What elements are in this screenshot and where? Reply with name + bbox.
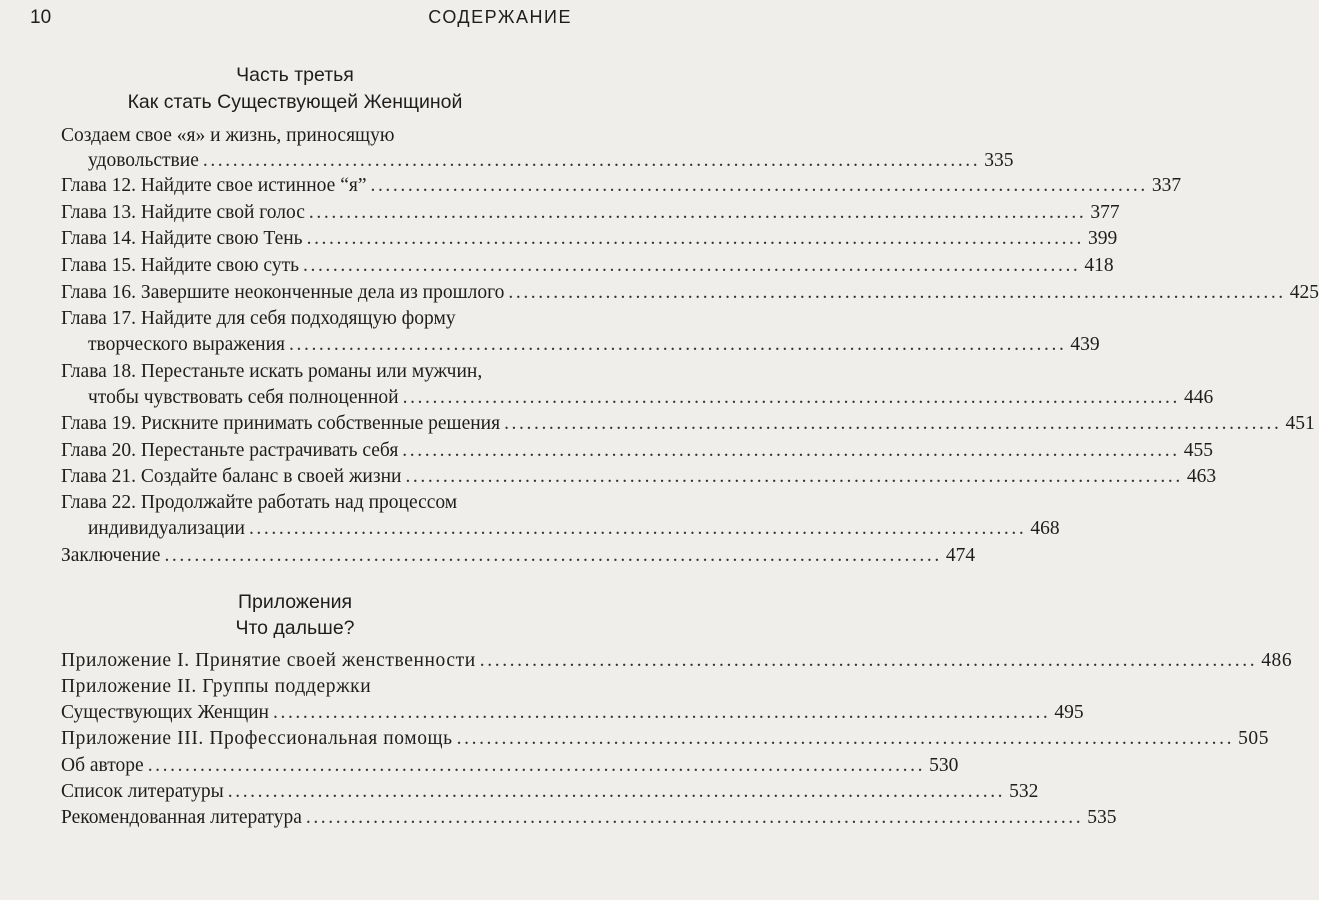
dot-leader: ........................................................................................................ <box>303 255 1081 276</box>
toc-entry-title: индивидуализации <box>88 518 245 539</box>
toc-page-number: 486 <box>1261 650 1293 671</box>
dot-leader: ........................................................................................................ <box>402 387 1180 408</box>
toc-entry-title: Существующих Женщин <box>61 702 269 723</box>
toc-entry[interactable] <box>61 778 1039 805</box>
toc-page-number: 455 <box>1183 440 1213 461</box>
appendices-title: Приложения <box>237 591 353 613</box>
toc-entry-title: творческого выражения <box>88 334 286 355</box>
dot-leader: ........................................................................................................ <box>508 282 1286 303</box>
toc-entry-title: Глава 20. Перестаньте растрачивать себя <box>61 440 399 461</box>
toc-entry[interactable] <box>61 172 1182 199</box>
running-head: СОДЕРЖАНИЕ <box>428 7 572 27</box>
toc-entry-title: Заключение <box>61 545 161 566</box>
toc-entry[interactable] <box>61 725 1270 752</box>
dot-leader: ........................................................................................................ <box>456 728 1235 749</box>
toc-page-number: 451 <box>1285 413 1315 434</box>
dot-leader: ........................................................................................................ <box>370 175 1148 196</box>
toc-entry[interactable] <box>61 410 1315 437</box>
toc-entry-line1: Приложение II. Группы поддержки <box>61 676 372 697</box>
toc-entry[interactable] <box>61 699 1084 726</box>
toc-entry[interactable] <box>61 647 1293 674</box>
toc-entry[interactable] <box>61 542 976 569</box>
dot-leader: ........................................................................................................ <box>405 466 1183 487</box>
toc-entry[interactable] <box>61 463 1217 490</box>
toc-page-number: 439 <box>1070 334 1100 355</box>
toc-entry[interactable] <box>61 225 1118 252</box>
toc-entry[interactable] <box>61 252 1114 279</box>
part-title: Часть третья <box>236 64 354 86</box>
dot-leader: ........................................................................................................ <box>248 518 1027 539</box>
dot-leader: ........................................................................................................ <box>202 150 981 171</box>
toc-page-number: 463 <box>1186 466 1217 487</box>
toc-entry-title: Глава 21. Создайте баланс в своей жизни <box>61 466 402 487</box>
toc-entry-title: Список литературы <box>61 781 224 802</box>
toc-page-number: 446 <box>1184 387 1214 408</box>
toc-entry[interactable] <box>88 515 1060 542</box>
toc-entry[interactable] <box>61 752 959 779</box>
dot-leader: ........................................................................................................ <box>289 334 1067 355</box>
toc-entry-title: Приложение I. Принятие своей женственности <box>61 650 476 671</box>
dot-leader: ........................................................................................................ <box>308 202 1087 223</box>
dot-leader: ........................................................................................................ <box>147 755 926 776</box>
dot-leader: ........................................................................................................ <box>402 440 1180 461</box>
toc-page-number: 474 <box>945 545 976 566</box>
toc-entry[interactable] <box>88 147 1014 174</box>
toc-entry-title: Глава 15. Найдите свою суть <box>61 255 299 276</box>
toc-entry[interactable] <box>88 384 1214 411</box>
toc-entry-line1: Глава 17. Найдите для себя подходящую форму <box>61 308 456 329</box>
dot-leader: ........................................................................................................ <box>305 807 1084 828</box>
toc-entry-line1: Глава 18. Перестаньте искать романы или мужчин, <box>61 361 483 382</box>
toc-page-number: 337 <box>1151 175 1182 196</box>
toc-entry[interactable] <box>88 331 1100 358</box>
toc-entry-title: Приложение III. Профессиональная помощь <box>61 728 453 749</box>
dot-leader: ........................................................................................................ <box>273 702 1051 723</box>
toc-entry-title: Глава 16. Завершите неоконченные дела из прошлого <box>61 282 505 303</box>
toc-page-number: 505 <box>1238 728 1270 749</box>
toc-page-number: 468 <box>1030 518 1060 539</box>
toc-entry-line1: Создаем свое «я» и жизнь, приносящую <box>61 125 395 146</box>
dot-leader: ........................................................................................................ <box>164 545 942 566</box>
toc-page-number: 535 <box>1087 807 1117 828</box>
dot-leader: ........................................................................................................ <box>227 781 1006 802</box>
toc-page-number: 425 <box>1289 282 1319 303</box>
toc-page-number: 399 <box>1088 228 1118 249</box>
toc-entry-title: чтобы чувствовать себя полноценной <box>88 387 399 408</box>
toc-entry-title: Рекомендованная литература <box>61 807 302 828</box>
dot-leader: ........................................................................................................ <box>479 650 1258 671</box>
toc-entry-title: Глава 12. Найдите свое истинное “я” <box>61 175 367 196</box>
toc-entry-title: Глава 13. Найдите свой голос <box>61 202 305 223</box>
page-header <box>30 3 572 35</box>
page-number: 10 <box>30 7 52 28</box>
toc-page-number: 495 <box>1054 702 1084 723</box>
dot-leader: ........................................................................................................ <box>306 228 1084 249</box>
toc-entry[interactable] <box>61 199 1120 226</box>
toc-page-number: 530 <box>929 755 959 776</box>
toc-entry-title: Об авторе <box>61 755 144 776</box>
toc-page-number: 377 <box>1090 202 1120 223</box>
toc-entry-title: удовольствие <box>88 150 199 171</box>
part-subtitle: Как стать Существующей Женщиной <box>127 91 463 113</box>
toc-entry[interactable] <box>61 279 1319 306</box>
appendices-subtitle: Что дальше? <box>235 617 355 639</box>
dot-leader: ........................................................................................................ <box>504 413 1282 434</box>
toc-page-number: 532 <box>1009 781 1039 802</box>
toc-entry-line1: Глава 22. Продолжайте работать над процессом <box>61 492 458 513</box>
toc-entry[interactable] <box>61 437 1213 464</box>
toc-entry[interactable] <box>61 804 1117 831</box>
toc-entry-title: Глава 14. Найдите свою Тень <box>61 228 303 249</box>
toc-entry-title: Глава 19. Рискните принимать собственные решения <box>61 413 501 434</box>
toc-page-number: 335 <box>984 150 1014 171</box>
toc-page-number: 418 <box>1084 255 1114 276</box>
